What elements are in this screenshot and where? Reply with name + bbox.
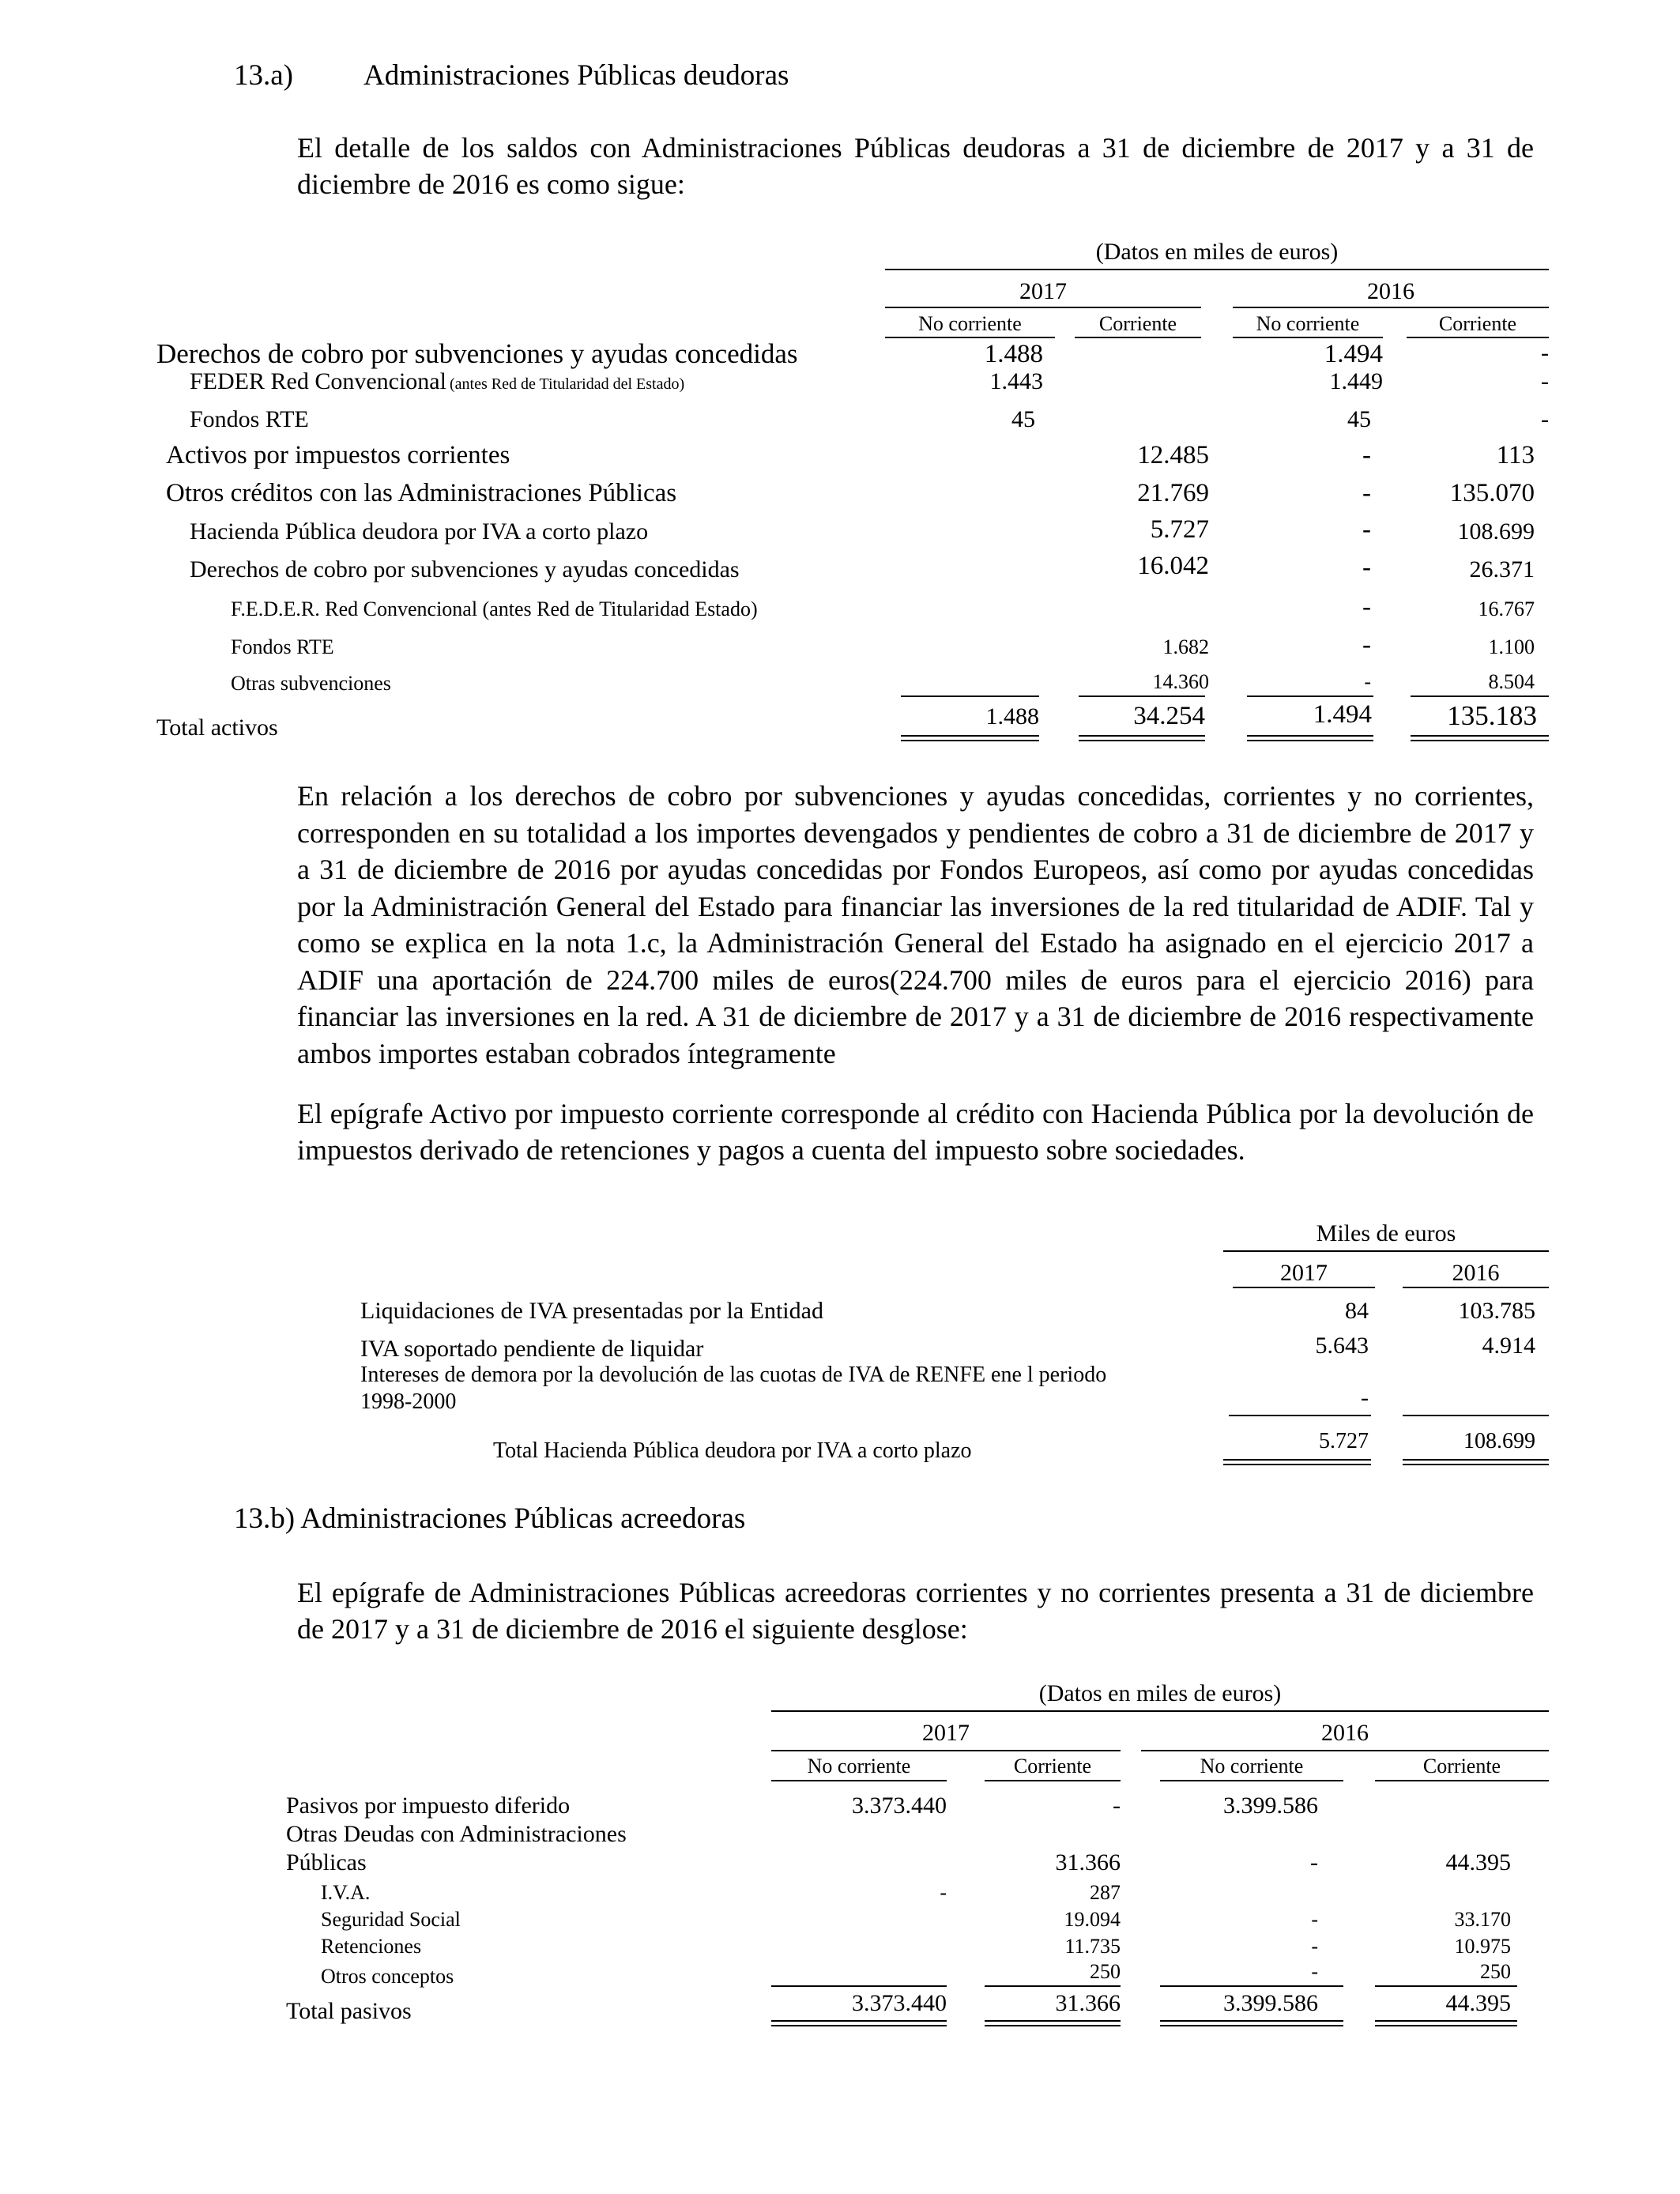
table-a-year-2017: 2017 <box>1019 278 1067 304</box>
table-a-rule <box>885 337 1055 338</box>
iva-table-year-2016: 2016 <box>1452 1260 1500 1286</box>
table-a-total-label: Total activos <box>156 714 278 741</box>
iva-table-caption: Miles de euros <box>1316 1220 1456 1246</box>
table-a-double-rule <box>901 735 1039 741</box>
table-a-row-label: Fondos RTE <box>190 406 309 432</box>
table-b-col-nc-2016: No corriente <box>1200 1755 1304 1777</box>
table-a-row-label <box>190 368 684 395</box>
section-a-intro: El detalle de los saldos con Administraciones Públicas deudoras a 31 de diciembre de 2017 y a 31 de diciembre de 2016 es como sigue: <box>297 132 1534 200</box>
iva-cell: 5.643 <box>1315 1333 1369 1359</box>
table-a-cell: 14.360 <box>1152 670 1209 693</box>
table-b-rule <box>1160 1780 1343 1781</box>
table-b-row-label: Seguridad Social <box>321 1908 461 1931</box>
iva-table-rule <box>1229 1415 1371 1416</box>
paragraph-subvenciones: En relación a los derechos de cobro por subvenciones y ayudas concedidas, corrientes y no corrientes, corresponden en su totalidad a los importes devengados y pendientes de cobro a 31 de diciembre de 2017 y a 31 de diciembre de 2016 por ayudas concedidas por Fondos Europeos, así como por ayudas concedidas por la Administración General del Estado para financiar las inversiones de la red titularidad de ADIF. Tal y como se explica en la nota 1.c, la Administración General del Estado ha asignado en el ejercicio 2017 a ADIF una aportación de 224.700 miles de euros(224.700 miles de euros para el ejercicio 2016) para financiar las inversiones en la red. A 31 de diciembre de 2017 y a 31 de diciembre de 2016 respectivamente ambos importes estaban cobrados íntegramente <box>297 780 1534 1069</box>
table-b-rule <box>771 1985 947 1987</box>
table-b-rule <box>985 1985 1121 1987</box>
table-a-total-cell: 34.254 <box>1133 702 1205 730</box>
iva-table-rule <box>1403 1415 1549 1416</box>
table-a-row-label-main: FEDER Red Convencional <box>190 368 446 394</box>
iva-row-label-cont: 1998-2000 <box>360 1389 457 1414</box>
section-b-intro: El epígrafe de Administraciones Públicas acreedoras corrientes y no corrientes presenta a 31 de diciembre de 2017 y a 31 de diciembre de 2016 el siguiente desglose: <box>297 1577 1534 1645</box>
table-b-total-cell: 44.395 <box>1445 1990 1511 2016</box>
table-a-cell: 1.449 <box>1329 368 1383 394</box>
table-a-cell: - <box>1364 670 1371 693</box>
iva-cell: 84 <box>1345 1298 1369 1324</box>
table-b-cell: 250 <box>1480 1960 1511 1983</box>
table-a-cell: 135.070 <box>1449 479 1535 507</box>
table-a-cell: 1.494 <box>1324 340 1383 368</box>
table-b-col-c-2016: Corriente <box>1422 1755 1501 1777</box>
table-a-total-cell: 135.183 <box>1447 700 1537 731</box>
table-b-cell: - <box>1113 1793 1121 1819</box>
table-a-cell: 45 <box>1011 406 1035 432</box>
table-a-rule <box>1075 337 1201 338</box>
iva-cell: 4.914 <box>1482 1333 1535 1359</box>
table-b-cell: - <box>1311 1960 1318 1983</box>
table-a-cell: 113 <box>1496 441 1535 469</box>
table-a-rule <box>1407 337 1549 338</box>
iva-total-cell: 5.727 <box>1319 1429 1369 1453</box>
table-a-cell: - <box>1362 479 1371 507</box>
table-b-row-label: Otros conceptos <box>321 1965 454 1988</box>
iva-double-rule <box>1403 1459 1549 1465</box>
table-b-cell: 31.366 <box>1055 1849 1121 1875</box>
table-b-year-2016: 2016 <box>1321 1720 1369 1746</box>
table-a-row-label: Derechos de cobro por subvenciones y ayudas concedidas <box>190 556 740 582</box>
table-a-year-2016: 2016 <box>1367 278 1414 304</box>
table-b-cell: 33.170 <box>1454 1908 1511 1931</box>
table-a-row-label: Fondos RTE <box>231 635 334 658</box>
iva-double-rule <box>1223 1459 1371 1465</box>
iva-table-rule <box>1223 1250 1549 1252</box>
table-a-rule <box>901 696 1039 697</box>
table-a-cell: - <box>1541 340 1549 366</box>
table-b-rule <box>1375 1985 1517 1987</box>
table-b-cell: - <box>940 1881 947 1904</box>
table-a-cell: - <box>1362 441 1371 469</box>
table-a-row-label: Derechos de cobro por subvenciones y ayudas concedidas <box>156 338 798 369</box>
table-b-cell: 11.735 <box>1064 1935 1121 1958</box>
table-a-rule <box>1233 337 1383 338</box>
table-a-cell: 108.699 <box>1457 518 1535 545</box>
table-a-cell: - <box>1362 631 1371 659</box>
table-a-col-nc-2017: No corriente <box>918 312 1022 335</box>
table-a-cell: - <box>1541 406 1549 432</box>
table-a-cell: 21.769 <box>1137 479 1209 507</box>
table-a-cell: 1.488 <box>984 340 1043 368</box>
table-b-caption: (Datos en miles de euros) <box>1038 1680 1282 1706</box>
table-a-double-rule <box>1079 735 1205 741</box>
table-b-row-label: Retenciones <box>321 1935 422 1958</box>
table-b-row-label: Otras Deudas con Administraciones <box>286 1821 627 1847</box>
table-a-rule <box>1247 696 1373 697</box>
table-a-cell: 12.485 <box>1137 441 1209 469</box>
section-a-number: 13.a) <box>234 59 293 92</box>
table-a-double-rule <box>1247 735 1373 741</box>
table-b-rule <box>1160 1985 1343 1987</box>
table-a-cell: - <box>1362 553 1371 582</box>
table-b-rule <box>1141 1750 1549 1751</box>
table-a-row-label: Activos por impuestos corrientes <box>166 441 510 469</box>
table-a-rule <box>1411 696 1549 697</box>
table-b-cell: 250 <box>1090 1960 1121 1983</box>
table-a-cell: 5.727 <box>1150 515 1209 544</box>
table-a-col-nc-2016: No corriente <box>1256 312 1360 335</box>
iva-row-label: IVA soportado pendiente de liquidar <box>360 1336 704 1362</box>
table-b-year-2017: 2017 <box>922 1720 970 1746</box>
table-a-cell: 16.767 <box>1478 598 1535 620</box>
table-a-rule <box>1233 307 1549 308</box>
table-a-total-cell: 1.488 <box>985 703 1039 729</box>
table-b-rule <box>1375 1780 1549 1781</box>
table-a-row-label: Otras subvenciones <box>231 672 391 695</box>
table-b-rule <box>771 1780 947 1781</box>
table-a-cell: 8.504 <box>1488 670 1535 693</box>
table-b-row-label-cont: Públicas <box>286 1849 367 1875</box>
table-a-cell: - <box>1541 368 1549 394</box>
section-b-title: 13.b) Administraciones Públicas acreedoras <box>234 1502 746 1535</box>
table-b-double-rule <box>1375 2020 1517 2026</box>
iva-table-rule <box>1233 1287 1375 1288</box>
table-a-col-c-2017: Corriente <box>1098 312 1177 335</box>
table-a-double-rule <box>1411 735 1549 741</box>
table-b-double-rule <box>985 2020 1121 2026</box>
table-b-cell: 19.094 <box>1064 1908 1121 1931</box>
table-b-cell: - <box>1311 1935 1318 1958</box>
table-a-row-label-note: (antes Red de Titularidad del Estado) <box>449 375 685 393</box>
table-b-col-c-2017: Corriente <box>1013 1755 1092 1777</box>
iva-table-year-2017: 2017 <box>1280 1260 1328 1286</box>
table-a-cell: 16.042 <box>1137 552 1209 580</box>
table-b-rule <box>771 1710 1549 1712</box>
table-b-row-label: I.V.A. <box>321 1881 371 1904</box>
table-b-rule <box>771 1750 1121 1751</box>
table-a-row-label: F.E.D.E.R. Red Convencional (antes Red de Titularidad Estado) <box>231 598 758 620</box>
paragraph-impuesto-corriente: El epígrafe Activo por impuesto corriente corresponde al crédito con Hacienda Pública por la devolución de impuestos derivado de retenciones y pagos a cuenta del impuesto sobre sociedades. <box>297 1098 1534 1166</box>
table-a-cell: 1.100 <box>1488 635 1535 658</box>
table-b-cell: 3.373.440 <box>852 1793 947 1819</box>
table-b-total-cell: 3.373.440 <box>852 1990 947 2016</box>
table-b-cell: - <box>1310 1849 1318 1875</box>
table-a-cell: 45 <box>1347 406 1371 432</box>
table-a-rule <box>885 307 1201 308</box>
iva-table-rule <box>1403 1287 1549 1288</box>
table-a-cell: 1.682 <box>1162 635 1209 658</box>
iva-cell: 103.785 <box>1458 1298 1535 1324</box>
table-b-row-label: Pasivos por impuesto diferido <box>286 1793 571 1819</box>
table-b-double-rule <box>771 2020 947 2026</box>
table-a-rule <box>885 269 1549 270</box>
table-b-double-rule <box>1160 2020 1343 2026</box>
table-a-row-label: Otros créditos con las Administraciones Públicas <box>166 479 677 507</box>
table-b-total-cell: 3.399.586 <box>1223 1990 1318 2016</box>
table-a-cell: 26.371 <box>1469 556 1535 582</box>
section-a-title: Administraciones Públicas deudoras <box>363 59 789 92</box>
table-a-row-label: Hacienda Pública deudora por IVA a corto plazo <box>190 518 649 545</box>
table-a-total-cell: 1.494 <box>1313 700 1372 729</box>
table-b-cell: - <box>1311 1908 1318 1931</box>
table-a-rule <box>1079 696 1205 697</box>
table-b-cell: 3.399.586 <box>1223 1793 1318 1819</box>
iva-row-label: Liquidaciones de IVA presentadas por la Entidad <box>360 1298 823 1324</box>
iva-total-cell: 108.699 <box>1463 1429 1535 1453</box>
table-b-cell: 10.975 <box>1454 1935 1511 1958</box>
table-b-cell: 44.395 <box>1445 1849 1511 1875</box>
table-a-cell: - <box>1362 593 1371 621</box>
iva-cell: - <box>1361 1385 1369 1411</box>
table-b-cell: 287 <box>1090 1881 1121 1904</box>
table-a-col-c-2016: Corriente <box>1438 312 1517 335</box>
table-b-col-nc-2017: No corriente <box>807 1755 911 1777</box>
table-b-total-cell: 31.366 <box>1055 1990 1121 2016</box>
table-a-caption: (Datos en miles de euros) <box>1095 239 1339 265</box>
table-b-rule <box>985 1780 1121 1781</box>
iva-row-label: Intereses de demora por la devolución de las cuotas de IVA de RENFE ene l periodo <box>360 1363 1107 1387</box>
iva-total-label: Total Hacienda Pública deudora por IVA a corto plazo <box>493 1438 972 1463</box>
table-a-cell: - <box>1362 515 1371 544</box>
table-a-cell: 1.443 <box>989 368 1043 394</box>
table-b-total-label: Total pasivos <box>286 1998 412 2024</box>
